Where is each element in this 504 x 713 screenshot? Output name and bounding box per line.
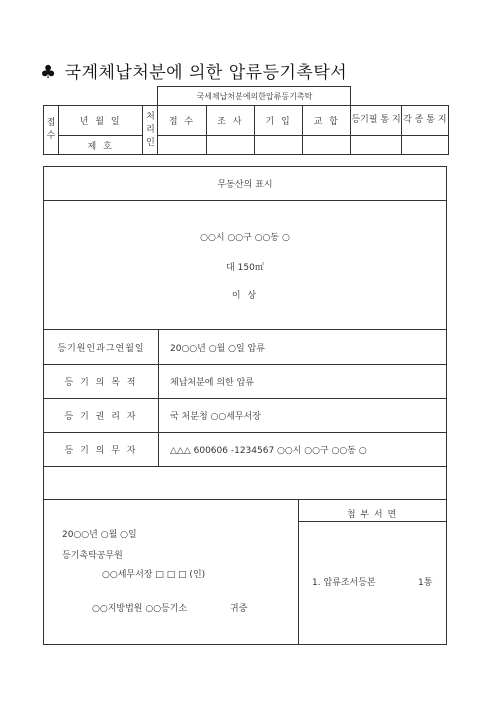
col-registration-notice: 등기필 통 지 xyxy=(351,106,401,136)
field-value-right-holder: 국 처분청 ○○세무서장 xyxy=(170,412,261,422)
footer-date: 20○○년 ○월 ○일 xyxy=(62,530,137,540)
col-check: 교 합 xyxy=(303,106,351,136)
property-address: ○○시 ○○구 ○○동 ○ xyxy=(200,233,290,243)
divider xyxy=(44,200,446,201)
property-area: 대 150㎡ xyxy=(226,263,264,273)
receipt-label: 접 수 xyxy=(44,106,59,155)
cell-registration-notice-value xyxy=(351,136,401,155)
header-empty-cell xyxy=(44,87,158,106)
header-table xyxy=(43,86,449,155)
cell-check-value xyxy=(303,136,351,155)
cell-survey-value xyxy=(206,136,254,155)
attachment-header: 첨 부 서 면 xyxy=(346,510,398,520)
document-title xyxy=(40,58,347,83)
divider xyxy=(298,521,446,522)
footer-court: ○○지방법원 ○○등기소 xyxy=(92,604,188,614)
divider xyxy=(44,466,446,467)
main-form xyxy=(43,166,447,645)
field-label-obligor: 등 기 의 무 자 xyxy=(64,446,138,456)
col-various-notice: 각 종 통 지 xyxy=(401,106,448,136)
field-label-right-holder: 등 기 권 리 자 xyxy=(64,412,138,422)
column-divider xyxy=(158,329,159,466)
field-label-purpose: 등 기 의 목 적 xyxy=(64,378,138,388)
divider xyxy=(44,398,446,399)
header-caption: 국세체납처분에의한압류등기촉탁 xyxy=(158,87,351,106)
field-value-purpose: 체납처분에 의한 압류 xyxy=(170,378,254,388)
title-text: 국계체납처분에 의한 압류등기촉탁서 xyxy=(64,63,348,83)
col-receipt: 접 수 xyxy=(158,106,206,136)
field-value-obligor: △△△ 600606 -1234567 ○○시 ○○구 ○○동 ○ xyxy=(170,446,367,456)
number-label: 제 호 xyxy=(58,136,143,155)
divider xyxy=(44,364,446,365)
field-label-cause: 등기원인과그연월일 xyxy=(57,344,145,354)
cell-various-notice-value xyxy=(401,136,448,155)
col-entry: 기 입 xyxy=(254,106,302,136)
field-value-cause: 20○○년 ○월 ○일 압류 xyxy=(170,344,265,354)
divider xyxy=(44,499,446,500)
divider xyxy=(44,329,446,330)
date-label: 년 월 일 xyxy=(58,106,143,136)
cell-entry-value xyxy=(254,136,302,155)
attachment-count: 1통 xyxy=(418,578,433,588)
divider xyxy=(44,432,446,433)
processor-label: 처 리 인 xyxy=(143,106,158,155)
footer-recipient: 귀중 xyxy=(230,604,248,614)
attachment-item: 1. 압류조서등본 xyxy=(312,578,376,588)
footer-signer: ○○세무서장 □ □ □ (인) xyxy=(102,570,206,580)
property-end: 이 상 xyxy=(231,291,259,301)
footer-official: 등기촉탁공무원 xyxy=(62,551,123,561)
cell-receipt-value xyxy=(158,136,206,155)
club-suit-icon: ♣ xyxy=(40,62,57,83)
property-header: 무동산의 표시 xyxy=(217,180,273,190)
col-survey: 조 사 xyxy=(206,106,254,136)
header-empty-cell-right xyxy=(351,87,449,106)
